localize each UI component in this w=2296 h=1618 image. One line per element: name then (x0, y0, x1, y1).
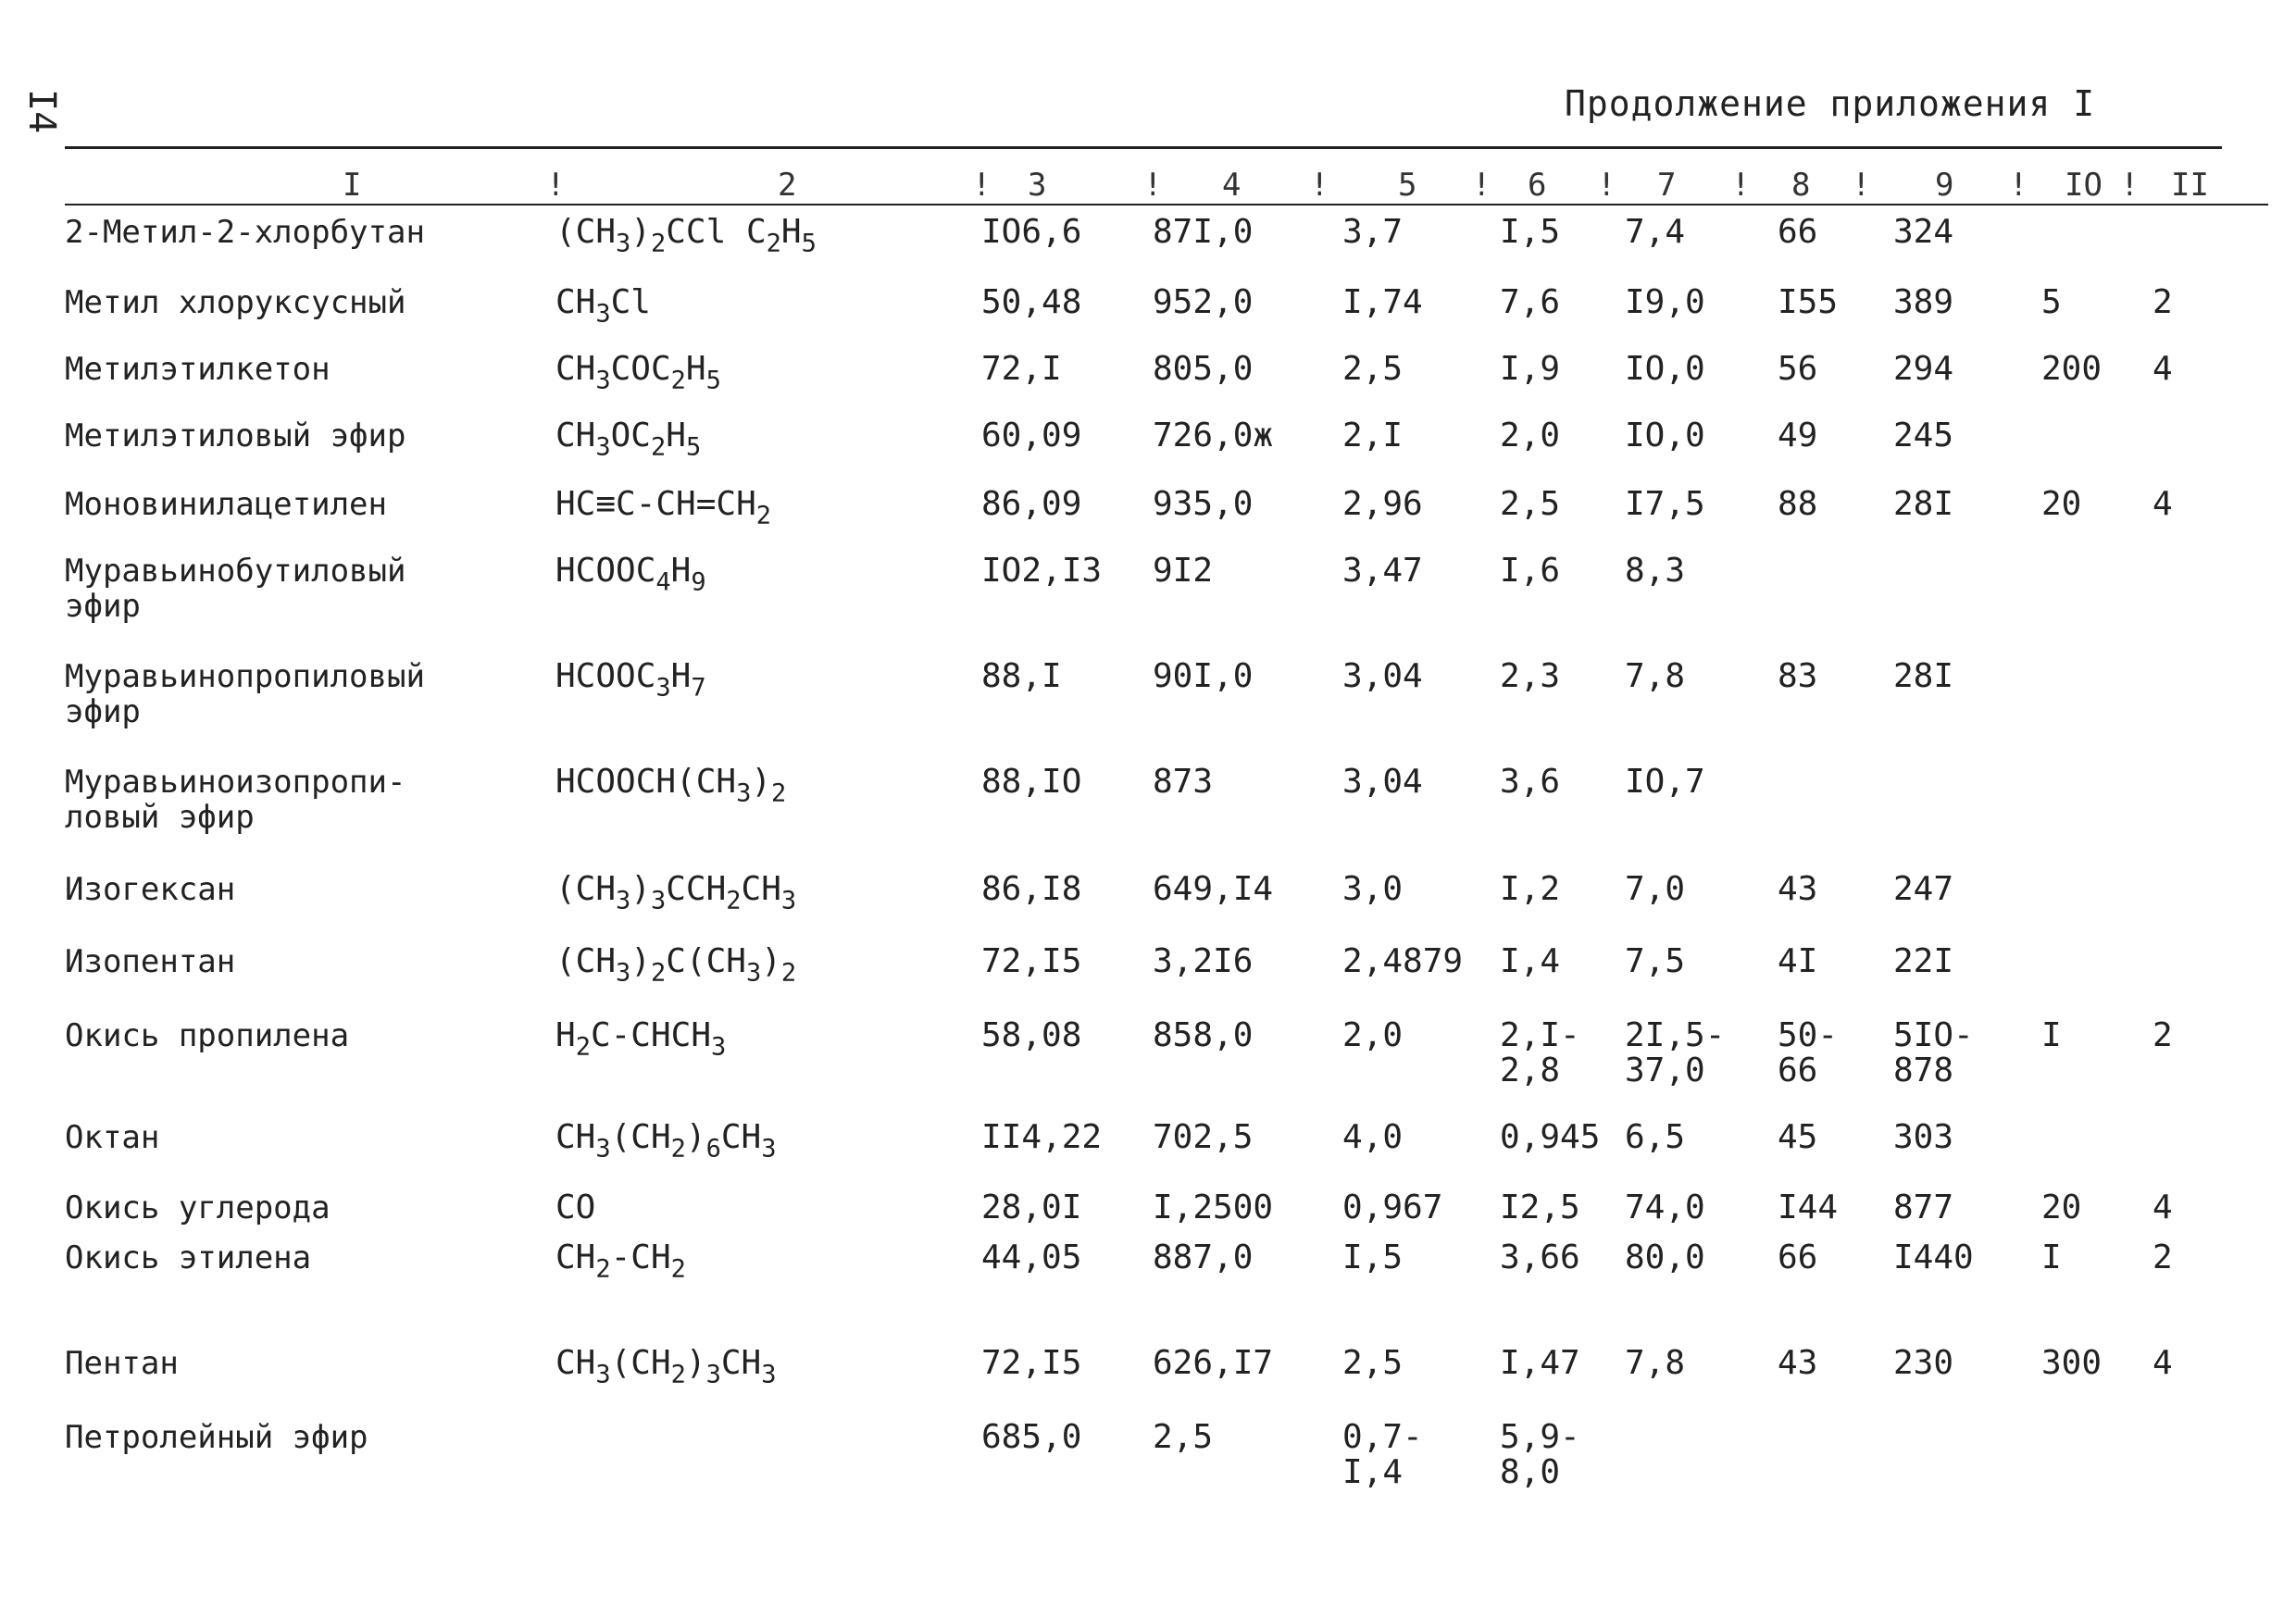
substance-formula: $(CH_3)_3CCH_2CH_3$ (555, 870, 797, 915)
substance-name: Изопентан (65, 943, 236, 980)
value-col-5: 3,47 (1342, 552, 1423, 590)
value-col-6: I,6 (1500, 552, 1561, 590)
value-col-10: 20 (2041, 485, 2082, 523)
column-header-10: IO (2065, 167, 2103, 204)
substance-name: Муравьиноизопропи- ловый эфир (65, 764, 406, 836)
substance-formula: $H_2C-CHCH_3$ (555, 1016, 727, 1062)
column-header-5: 5 (1398, 167, 1417, 204)
column-separator: ! (2009, 167, 2028, 204)
column-header-9: 9 (1935, 167, 1954, 204)
column-header-8: 8 (1791, 167, 1811, 204)
value-col-6: I,2 (1500, 870, 1561, 908)
value-col-7: 7,5 (1625, 942, 1686, 980)
value-col-5: 3,04 (1342, 657, 1423, 695)
value-col-9: 5IO- 878 (1893, 1016, 1974, 1089)
value-col-4: I,2500 (1153, 1189, 1274, 1226)
value-col-9: 245 (1893, 417, 1954, 454)
value-col-5: I,74 (1342, 283, 1423, 321)
value-col-7: IO,7 (1625, 763, 1705, 801)
column-separator: ! (1310, 167, 1329, 204)
value-col-6: 7,6 (1500, 283, 1561, 321)
value-col-4: 935,0 (1153, 485, 1254, 523)
value-col-7: 74,0 (1625, 1189, 1705, 1226)
column-separator: ! (1731, 167, 1751, 204)
value-col-5: 0,967 (1342, 1189, 1443, 1226)
substance-formula: $HCOOC_3H_7$ (555, 657, 706, 703)
value-col-11: 4 (2152, 485, 2173, 523)
value-col-9: 324 (1893, 213, 1954, 251)
value-col-5: 2,0 (1342, 1016, 1404, 1054)
value-col-5: 4,0 (1342, 1118, 1404, 1156)
value-col-8: I55 (1778, 283, 1839, 321)
column-separator: ! (1143, 167, 1163, 204)
value-col-7: IO,0 (1625, 350, 1705, 388)
value-col-4: 858,0 (1153, 1016, 1254, 1054)
substance-name: Моновинилацетилен (65, 486, 387, 523)
value-col-4: 702,5 (1153, 1118, 1254, 1156)
value-col-8: 66 (1778, 1238, 1818, 1276)
substance-name: Окись этилена (65, 1239, 312, 1276)
value-col-3: 72,I (981, 350, 1062, 388)
value-col-4: 726,0ж (1153, 417, 1274, 454)
substance-name: Окись углерода (65, 1189, 331, 1226)
value-col-4: 87I,0 (1153, 213, 1254, 251)
substance-name: Метилэтилкетон (65, 351, 331, 388)
value-col-5: I,5 (1342, 1238, 1404, 1276)
value-col-8: 43 (1778, 870, 1818, 908)
value-col-3: 28,0I (981, 1189, 1082, 1226)
value-col-9: 28I (1893, 485, 1954, 523)
value-col-6: 2,5 (1500, 485, 1561, 523)
substance-name: Изогексан (65, 871, 236, 908)
value-col-3: 88,IO (981, 763, 1082, 801)
value-col-11: 4 (2152, 1344, 2173, 1382)
value-col-7: 6,5 (1625, 1118, 1686, 1156)
value-col-6: I2,5 (1500, 1189, 1580, 1226)
substance-name: Муравьинобутиловый эфир (65, 553, 406, 625)
value-col-6: 2,0 (1500, 417, 1561, 454)
value-col-7: 8,3 (1625, 552, 1686, 590)
column-separator: ! (1597, 167, 1616, 204)
substance-name: 2-Метил-2-хлорбутан (65, 214, 425, 251)
value-col-3: 60,09 (981, 417, 1082, 454)
page-number: I4 (20, 89, 63, 134)
substance-name: Окись пропилена (65, 1017, 350, 1054)
value-col-4: 2,5 (1153, 1418, 1214, 1456)
value-col-10: 20 (2041, 1189, 2082, 1226)
value-col-3: 86,I8 (981, 870, 1082, 908)
value-col-8: 4I (1778, 942, 1818, 980)
value-col-3: IO6,6 (981, 213, 1082, 251)
substance-formula: $CH_3COC_2H_5$ (555, 350, 721, 395)
value-col-3: 44,05 (981, 1238, 1082, 1276)
value-col-6: 5,9- 8,0 (1500, 1418, 1580, 1491)
value-col-5: 3,7 (1342, 213, 1404, 251)
substance-formula: $CH_3(CH_2)_3CH_3$ (555, 1344, 777, 1389)
value-col-9: 294 (1893, 350, 1954, 388)
column-separator: ! (1472, 167, 1491, 204)
column-header-7: 7 (1657, 167, 1677, 204)
value-col-10: 300 (2041, 1344, 2103, 1382)
value-col-8: 43 (1778, 1344, 1818, 1382)
substance-name: Метил хлоруксусный (65, 284, 406, 321)
value-col-6: 3,6 (1500, 763, 1561, 801)
value-col-10: 5 (2041, 283, 2062, 321)
value-col-6: 0,945 (1500, 1118, 1601, 1156)
value-col-7: IO,0 (1625, 417, 1705, 454)
value-col-4: 887,0 (1153, 1238, 1254, 1276)
value-col-9: I440 (1893, 1238, 1974, 1276)
value-col-3: 86,09 (981, 485, 1082, 523)
value-col-4: 626,I7 (1153, 1344, 1274, 1382)
substance-formula: CO (555, 1189, 596, 1226)
substance-formula: $CH_3OC_2H_5$ (555, 417, 702, 462)
value-col-5: 3,0 (1342, 870, 1404, 908)
top-rule (65, 146, 2222, 149)
column-header-4: 4 (1222, 167, 1242, 204)
value-col-4: 952,0 (1153, 283, 1254, 321)
value-col-7: 80,0 (1625, 1238, 1705, 1276)
value-col-6: 3,66 (1500, 1238, 1580, 1276)
value-col-11: 4 (2152, 1189, 2173, 1226)
value-col-4: 90I,0 (1153, 657, 1254, 695)
value-col-5: 2,5 (1342, 350, 1404, 388)
value-col-8: 88 (1778, 485, 1818, 523)
value-col-11: 4 (2152, 350, 2173, 388)
substance-name: Метилэтиловый эфир (65, 417, 406, 454)
value-col-8: 66 (1778, 213, 1818, 251)
value-col-11: 2 (2152, 1016, 2173, 1054)
value-col-6: 2,I- 2,8 (1500, 1016, 1580, 1089)
value-col-9: 28I (1893, 657, 1954, 695)
value-col-4: 649,I4 (1153, 870, 1274, 908)
value-col-5: 2,4879 (1342, 942, 1464, 980)
value-col-7: 7,4 (1625, 213, 1686, 251)
column-header-2: 2 (778, 167, 797, 204)
value-col-9: 877 (1893, 1189, 1954, 1226)
value-col-6: I,47 (1500, 1344, 1580, 1382)
value-col-3: 72,I5 (981, 942, 1082, 980)
value-col-3: 50,48 (981, 283, 1082, 321)
substance-formula: $HC\equiv C-CH=CH_2$ (555, 485, 772, 530)
substance-name: Пентан (65, 1345, 179, 1382)
value-col-7: I9,0 (1625, 283, 1705, 321)
substance-name: Петролейный эфир (65, 1419, 368, 1456)
value-col-4: 9I2 (1153, 552, 1214, 590)
value-col-8: 49 (1778, 417, 1818, 454)
value-col-9: 303 (1893, 1118, 1954, 1156)
value-col-8: 50- 66 (1778, 1016, 1839, 1089)
value-col-6: I,9 (1500, 350, 1561, 388)
value-col-7: 7,0 (1625, 870, 1686, 908)
value-col-10: 200 (2041, 350, 2103, 388)
substance-formula: $(CH_3)_2C(CH_3)_2$ (555, 942, 797, 988)
column-separator: ! (2120, 167, 2140, 204)
value-col-7: 2I,5- 37,0 (1625, 1016, 1726, 1089)
substance-formula: $HCOOCH(CH_3)_2$ (555, 763, 787, 808)
value-col-4: 873 (1153, 763, 1214, 801)
value-col-5: 2,I (1342, 417, 1404, 454)
header-rule (65, 204, 2268, 205)
value-col-10: I (2041, 1016, 2062, 1054)
substance-formula: $CH_3(CH_2)_6CH_3$ (555, 1118, 777, 1164)
column-separator: ! (1852, 167, 1871, 204)
value-col-3: 88,I (981, 657, 1062, 695)
value-col-11: 2 (2152, 283, 2173, 321)
value-col-6: 2,3 (1500, 657, 1561, 695)
value-col-9: 247 (1893, 870, 1954, 908)
value-col-6: I,4 (1500, 942, 1561, 980)
column-header-1: I (343, 167, 362, 204)
value-col-11: 2 (2152, 1238, 2173, 1276)
value-col-3: 58,08 (981, 1016, 1082, 1054)
value-col-4: 805,0 (1153, 350, 1254, 388)
value-col-7: 7,8 (1625, 1344, 1686, 1382)
column-header-11: II (2171, 167, 2209, 204)
value-col-5: 2,96 (1342, 485, 1423, 523)
substance-name: Октан (65, 1119, 160, 1156)
substance-formula: $CH_2-CH_2$ (555, 1238, 686, 1284)
substance-formula: $(CH_3)_2CCl$ $C_2H_5$ (555, 213, 817, 258)
value-col-5: 2,5 (1342, 1344, 1404, 1382)
value-col-6: I,5 (1500, 213, 1561, 251)
value-col-5: 3,04 (1342, 763, 1423, 801)
value-col-7: I7,5 (1625, 485, 1705, 523)
value-col-5: 0,7- I,4 (1342, 1418, 1423, 1491)
column-separator: ! (972, 167, 992, 204)
substance-formula: $CH_3Cl$ (555, 283, 651, 329)
value-col-8: 56 (1778, 350, 1818, 388)
continuation-note: Продолжение приложения I (1565, 83, 2096, 124)
value-col-10: I (2041, 1238, 2062, 1276)
column-header-6: 6 (1528, 167, 1547, 204)
value-col-3: 685,0 (981, 1418, 1082, 1456)
value-col-8: 45 (1778, 1118, 1818, 1156)
value-col-3: 72,I5 (981, 1344, 1082, 1382)
value-col-4: 3,2I6 (1153, 942, 1254, 980)
column-separator: ! (546, 167, 566, 204)
value-col-9: 230 (1893, 1344, 1954, 1382)
substance-name: Муравьинопропиловый эфир (65, 658, 425, 730)
value-col-9: 22I (1893, 942, 1954, 980)
column-header-3: 3 (1028, 167, 1047, 204)
value-col-3: IO2,I3 (981, 552, 1103, 590)
value-col-3: II4,22 (981, 1118, 1103, 1156)
value-col-9: 389 (1893, 283, 1954, 321)
value-col-8: 83 (1778, 657, 1818, 695)
value-col-7: 7,8 (1625, 657, 1686, 695)
value-col-8: I44 (1778, 1189, 1839, 1226)
substance-formula: $HCOOC_4H_9$ (555, 552, 706, 597)
